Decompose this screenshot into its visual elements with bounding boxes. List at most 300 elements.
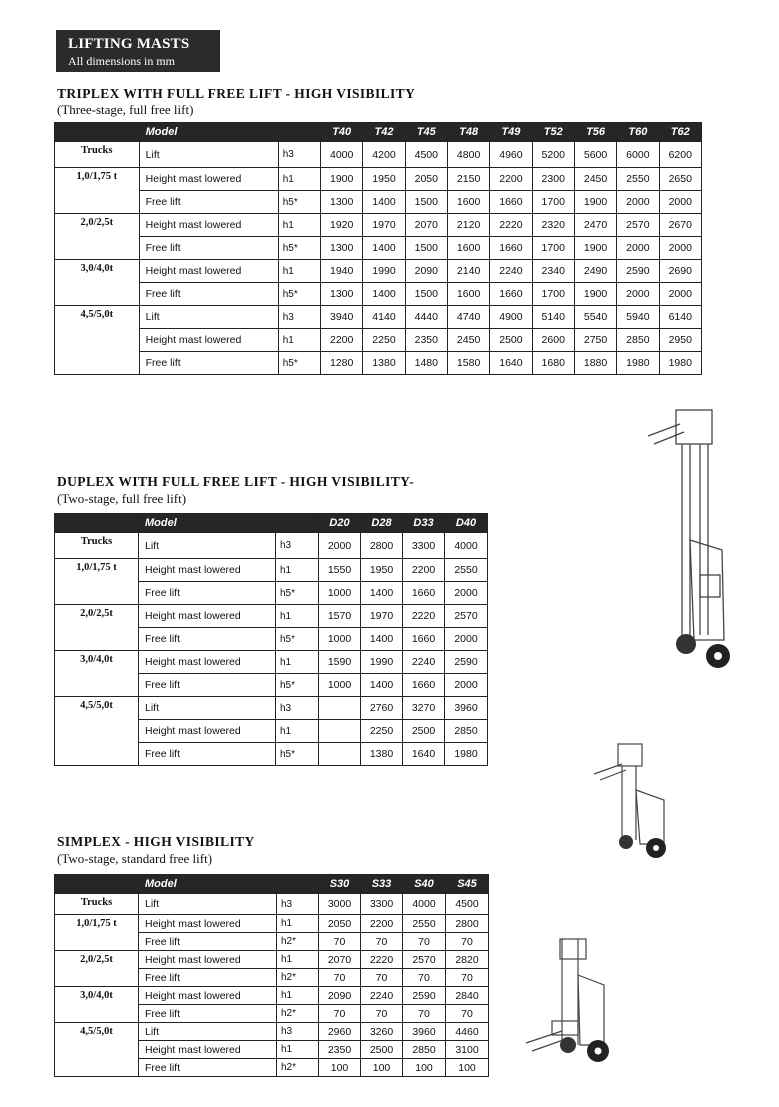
value-cell: 3300 [403, 533, 445, 559]
dimension-code: h2* [277, 933, 319, 951]
value-cell: 70 [319, 1005, 361, 1023]
dimension-code: h3 [278, 142, 320, 168]
value-cell: 4000 [403, 894, 446, 915]
dimension-code: h5* [278, 191, 320, 214]
row-label: Height mast lowered [139, 915, 277, 933]
triplex-table [54, 122, 702, 375]
row-label: Free lift [139, 1059, 277, 1077]
value-cell: 2800 [361, 533, 403, 559]
model-column-header: T49 [490, 123, 532, 142]
value-cell: 1500 [405, 191, 447, 214]
table-row [55, 306, 702, 329]
value-cell: 4960 [490, 142, 532, 168]
row-label: Free lift [139, 743, 276, 766]
value-cell: 4200 [363, 142, 405, 168]
value-cell: 4000 [445, 533, 488, 559]
value-cell: 2550 [445, 559, 488, 582]
value-cell: 2050 [319, 915, 361, 933]
value-cell: 6140 [659, 306, 701, 329]
value-cell: 2000 [445, 628, 488, 651]
value-cell: 1000 [319, 582, 361, 605]
value-cell: 1700 [532, 191, 574, 214]
truck-class-label: 4,5/5,0t [55, 306, 140, 375]
table-row [55, 651, 488, 674]
simplex-table [54, 874, 489, 1077]
value-cell: 70 [319, 933, 361, 951]
value-cell: 2140 [447, 260, 489, 283]
value-cell: 2500 [490, 329, 532, 352]
value-cell: 2000 [659, 191, 701, 214]
value-cell: 1990 [363, 260, 405, 283]
value-cell: 1920 [321, 214, 363, 237]
truck-class-label: Trucks [55, 533, 139, 559]
value-cell: 70 [361, 933, 403, 951]
model-column-header: D33 [403, 514, 445, 533]
dimension-code: h5* [276, 628, 319, 651]
table-row [55, 352, 702, 375]
truck-class-label: 4,5/5,0t [55, 1023, 139, 1077]
row-label: Height mast lowered [139, 214, 278, 237]
value-cell: 2240 [490, 260, 532, 283]
value-cell: 1900 [321, 168, 363, 191]
model-column-header: S40 [403, 875, 446, 894]
value-cell: 1580 [447, 352, 489, 375]
table-row [55, 168, 702, 191]
row-label: Height mast lowered [139, 720, 276, 743]
value-cell: 2240 [361, 987, 403, 1005]
table-row [55, 142, 702, 168]
table-row [55, 191, 702, 214]
value-cell: 2450 [447, 329, 489, 352]
dimension-code: h3 [276, 697, 319, 720]
value-cell: 2590 [617, 260, 659, 283]
dimension-code: h3 [277, 894, 319, 915]
truck-class-label: 2,0/2,5t [55, 951, 139, 987]
simplex-title: SIMPLEX - HIGH VISIBILITY [57, 834, 255, 849]
value-cell: 1280 [321, 352, 363, 375]
table-header-row [55, 514, 488, 533]
triplex-subtitle: (Three-stage, full free lift) [57, 102, 194, 117]
value-cell: 100 [319, 1059, 361, 1077]
row-label: Free lift [139, 582, 276, 605]
page-subtitle: All dimensions in mm [68, 54, 176, 68]
truck-class-label: Trucks [55, 894, 139, 915]
table-row [55, 237, 702, 260]
value-cell: 4740 [447, 306, 489, 329]
dimension-code: h1 [276, 605, 319, 628]
value-cell: 1590 [319, 651, 361, 674]
value-cell: 1900 [574, 237, 616, 260]
value-cell: 2550 [617, 168, 659, 191]
value-cell: 1550 [319, 559, 361, 582]
value-cell: 4500 [446, 894, 489, 915]
page-title: LIFTING MASTS [68, 36, 190, 52]
row-label: Free lift [139, 1005, 277, 1023]
value-cell: 2500 [361, 1041, 403, 1059]
row-label: Free lift [139, 933, 277, 951]
value-cell: 70 [403, 1005, 446, 1023]
truck-class-label: 1,0/1,75 t [55, 915, 139, 951]
model-header: Model [139, 875, 319, 894]
value-cell: 1950 [363, 168, 405, 191]
value-cell: 5600 [574, 142, 616, 168]
row-label: Free lift [139, 628, 276, 651]
value-cell: 1940 [321, 260, 363, 283]
value-cell: 70 [403, 933, 446, 951]
value-cell: 1660 [490, 237, 532, 260]
value-cell: 1000 [319, 674, 361, 697]
value-cell: 5540 [574, 306, 616, 329]
table-row [55, 214, 702, 237]
row-label: Lift [139, 533, 276, 559]
value-cell: 3960 [403, 1023, 446, 1041]
value-cell: 2350 [319, 1041, 361, 1059]
duplex-subtitle: (Two-stage, full free lift) [57, 491, 187, 506]
triplex-mast-illustration [640, 400, 730, 670]
row-label: Lift [139, 894, 277, 915]
value-cell: 5140 [532, 306, 574, 329]
value-cell: 1380 [363, 352, 405, 375]
value-cell: 2800 [446, 915, 489, 933]
table-row [55, 559, 488, 582]
value-cell: 1400 [361, 582, 403, 605]
value-cell: 2220 [361, 951, 403, 969]
value-cell: 1500 [405, 283, 447, 306]
value-cell: 2090 [319, 987, 361, 1005]
row-label: Free lift [139, 352, 278, 375]
truck-class-label: 1,0/1,75 t [55, 168, 140, 214]
value-cell: 4460 [446, 1023, 489, 1041]
value-cell: 70 [403, 969, 446, 987]
value-cell: 1970 [361, 605, 403, 628]
simplex-subtitle: (Two-stage, standard free lift) [57, 851, 213, 866]
value-cell: 2820 [446, 951, 489, 969]
value-cell: 3300 [361, 894, 403, 915]
value-cell: 3100 [446, 1041, 489, 1059]
row-label: Height mast lowered [139, 651, 276, 674]
header-blank [55, 875, 139, 894]
model-column-header: S45 [446, 875, 489, 894]
value-cell: 4900 [490, 306, 532, 329]
value-cell: 1900 [574, 191, 616, 214]
value-cell: 6000 [617, 142, 659, 168]
value-cell: 3000 [319, 894, 361, 915]
value-cell: 1400 [363, 237, 405, 260]
table-row [55, 987, 489, 1005]
truck-class-label: 3,0/4,0t [55, 987, 139, 1023]
header-blank [55, 123, 140, 142]
value-cell: 2490 [574, 260, 616, 283]
value-cell: 1500 [405, 237, 447, 260]
value-cell: 2250 [361, 720, 403, 743]
value-cell: 70 [361, 1005, 403, 1023]
model-column-header: D40 [445, 514, 488, 533]
value-cell: 1600 [447, 237, 489, 260]
model-column-header: T48 [447, 123, 489, 142]
value-cell: 1400 [363, 191, 405, 214]
value-cell: 5940 [617, 306, 659, 329]
truck-class-label: 2,0/2,5t [55, 605, 139, 651]
row-label: Height mast lowered [139, 168, 278, 191]
value-cell: 2090 [405, 260, 447, 283]
dimension-code: h5* [278, 283, 320, 306]
value-cell: 2670 [659, 214, 701, 237]
dimension-code: h1 [276, 720, 319, 743]
value-cell: 2590 [403, 987, 446, 1005]
value-cell [319, 697, 361, 720]
value-cell: 1980 [445, 743, 488, 766]
value-cell: 3270 [403, 697, 445, 720]
table-row [55, 697, 488, 720]
value-cell: 2570 [445, 605, 488, 628]
triplex-title: TRIPLEX WITH FULL FREE LIFT - HIGH VISIBILITY [57, 86, 416, 101]
dimension-code: h1 [278, 168, 320, 191]
value-cell: 1880 [574, 352, 616, 375]
page-header [56, 30, 220, 72]
value-cell: 1640 [490, 352, 532, 375]
table-row [55, 260, 702, 283]
dimension-code: h2* [277, 1059, 319, 1077]
row-label: Lift [139, 306, 278, 329]
value-cell: 70 [361, 969, 403, 987]
value-cell: 100 [446, 1059, 489, 1077]
value-cell: 1480 [405, 352, 447, 375]
value-cell: 2240 [403, 651, 445, 674]
value-cell: 1400 [361, 674, 403, 697]
model-column-header: S33 [361, 875, 403, 894]
value-cell: 1700 [532, 283, 574, 306]
value-cell: 2650 [659, 168, 701, 191]
table-row [55, 329, 702, 352]
truck-class-label: 2,0/2,5t [55, 214, 140, 260]
value-cell: 2000 [319, 533, 361, 559]
truck-class-label: 3,0/4,0t [55, 651, 139, 697]
row-label: Height mast lowered [139, 951, 277, 969]
simplex-mast-illustration [522, 935, 612, 1065]
row-label: Height mast lowered [139, 605, 276, 628]
value-cell: 1680 [532, 352, 574, 375]
table-row [55, 605, 488, 628]
value-cell: 2320 [532, 214, 574, 237]
dimension-code: h5* [278, 237, 320, 260]
model-column-header: T42 [363, 123, 405, 142]
value-cell: 100 [403, 1059, 446, 1077]
value-cell: 1900 [574, 283, 616, 306]
dimension-code: h1 [277, 987, 319, 1005]
model-column-header: T40 [321, 123, 363, 142]
model-column-header: T56 [574, 123, 616, 142]
value-cell: 70 [446, 933, 489, 951]
dimension-code: h1 [277, 951, 319, 969]
value-cell: 100 [361, 1059, 403, 1077]
dimension-code: h5* [276, 582, 319, 605]
dimension-code: h1 [277, 915, 319, 933]
value-cell: 2220 [403, 605, 445, 628]
value-cell: 2850 [403, 1041, 446, 1059]
value-cell: 2000 [617, 283, 659, 306]
value-cell: 3940 [321, 306, 363, 329]
value-cell: 1660 [403, 674, 445, 697]
row-label: Height mast lowered [139, 1041, 277, 1059]
value-cell: 2570 [617, 214, 659, 237]
dimension-code: h1 [276, 651, 319, 674]
table-row [55, 283, 702, 306]
value-cell: 1300 [321, 283, 363, 306]
value-cell [319, 720, 361, 743]
model-column-header: S30 [319, 875, 361, 894]
table-row [55, 894, 489, 915]
value-cell: 2150 [447, 168, 489, 191]
dimension-code: h2* [277, 1005, 319, 1023]
dimension-code: h3 [276, 533, 319, 559]
row-label: Free lift [139, 191, 278, 214]
dimension-code: h1 [278, 260, 320, 283]
duplex-title: DUPLEX WITH FULL FREE LIFT - HIGH VISIBILITY- [57, 474, 414, 489]
value-cell [319, 743, 361, 766]
value-cell: 1300 [321, 191, 363, 214]
truck-class-label: 4,5/5,0t [55, 697, 139, 766]
value-cell: 2350 [405, 329, 447, 352]
dimension-code: h1 [276, 559, 319, 582]
value-cell: 6200 [659, 142, 701, 168]
row-label: Height mast lowered [139, 559, 276, 582]
value-cell: 1660 [490, 283, 532, 306]
model-header: Model [139, 514, 319, 533]
dimension-code: h1 [278, 329, 320, 352]
header-blank [55, 514, 139, 533]
value-cell: 1600 [447, 283, 489, 306]
value-cell: 1970 [363, 214, 405, 237]
value-cell: 3960 [445, 697, 488, 720]
value-cell: 2000 [659, 283, 701, 306]
dimension-code: h3 [277, 1023, 319, 1041]
table-header-row [55, 875, 489, 894]
value-cell: 2600 [532, 329, 574, 352]
value-cell: 1990 [361, 651, 403, 674]
value-cell: 2000 [617, 191, 659, 214]
row-label: Free lift [139, 674, 276, 697]
value-cell: 1400 [361, 628, 403, 651]
dimension-code: h5* [278, 352, 320, 375]
value-cell: 2070 [405, 214, 447, 237]
value-cell: 4140 [363, 306, 405, 329]
value-cell: 2120 [447, 214, 489, 237]
value-cell: 2570 [403, 951, 446, 969]
dimension-code: h2* [277, 969, 319, 987]
value-cell: 4500 [405, 142, 447, 168]
row-label: Lift [139, 1023, 277, 1041]
table-row [55, 915, 489, 933]
value-cell: 2690 [659, 260, 701, 283]
value-cell: 2200 [490, 168, 532, 191]
value-cell: 2000 [617, 237, 659, 260]
value-cell: 2500 [403, 720, 445, 743]
value-cell: 2300 [532, 168, 574, 191]
value-cell: 1000 [319, 628, 361, 651]
value-cell: 2000 [659, 237, 701, 260]
value-cell: 1600 [447, 191, 489, 214]
value-cell: 2960 [319, 1023, 361, 1041]
value-cell: 1660 [403, 582, 445, 605]
value-cell: 2200 [321, 329, 363, 352]
value-cell: 2200 [361, 915, 403, 933]
dimension-code: h1 [277, 1041, 319, 1059]
table-row [55, 1023, 489, 1041]
value-cell: 4800 [447, 142, 489, 168]
value-cell: 70 [446, 1005, 489, 1023]
model-column-header: T60 [617, 123, 659, 142]
model-column-header: T62 [659, 123, 701, 142]
row-label: Height mast lowered [139, 329, 278, 352]
table-header-row [55, 123, 702, 142]
value-cell: 2550 [403, 915, 446, 933]
value-cell: 3260 [361, 1023, 403, 1041]
value-cell: 2590 [445, 651, 488, 674]
table-row [55, 533, 488, 559]
value-cell: 2850 [617, 329, 659, 352]
value-cell: 1660 [403, 628, 445, 651]
dimension-code: h5* [276, 674, 319, 697]
value-cell: 2450 [574, 168, 616, 191]
truck-class-label: 3,0/4,0t [55, 260, 140, 306]
value-cell: 2950 [659, 329, 701, 352]
value-cell: 4440 [405, 306, 447, 329]
duplex-table [54, 513, 488, 766]
value-cell: 1980 [617, 352, 659, 375]
row-label: Height mast lowered [139, 987, 277, 1005]
dimension-code: h5* [276, 743, 319, 766]
value-cell: 5200 [532, 142, 574, 168]
value-cell: 2750 [574, 329, 616, 352]
row-label: Free lift [139, 237, 278, 260]
value-cell: 1660 [490, 191, 532, 214]
value-cell: 2840 [446, 987, 489, 1005]
value-cell: 2250 [363, 329, 405, 352]
truck-class-label: 1,0/1,75 t [55, 559, 139, 605]
row-label: Height mast lowered [139, 260, 278, 283]
value-cell: 1300 [321, 237, 363, 260]
value-cell: 2050 [405, 168, 447, 191]
dimension-code: h1 [278, 214, 320, 237]
model-column-header: T45 [405, 123, 447, 142]
value-cell: 2850 [445, 720, 488, 743]
duplex-mast-illustration [590, 740, 680, 860]
model-column-header: D20 [319, 514, 361, 533]
value-cell: 1980 [659, 352, 701, 375]
value-cell: 2000 [445, 582, 488, 605]
model-column-header: T52 [532, 123, 574, 142]
truck-class-label: Trucks [55, 142, 140, 168]
model-column-header: D28 [361, 514, 403, 533]
value-cell: 2220 [490, 214, 532, 237]
value-cell: 2340 [532, 260, 574, 283]
value-cell: 1570 [319, 605, 361, 628]
table-row [55, 951, 489, 969]
value-cell: 1950 [361, 559, 403, 582]
value-cell: 70 [446, 969, 489, 987]
row-label: Free lift [139, 283, 278, 306]
value-cell: 2470 [574, 214, 616, 237]
row-label: Free lift [139, 969, 277, 987]
value-cell: 2760 [361, 697, 403, 720]
row-label: Lift [139, 142, 278, 168]
dimension-code: h3 [278, 306, 320, 329]
value-cell: 1380 [361, 743, 403, 766]
value-cell: 2200 [403, 559, 445, 582]
value-cell: 4000 [321, 142, 363, 168]
value-cell: 2070 [319, 951, 361, 969]
model-header: Model [139, 123, 320, 142]
